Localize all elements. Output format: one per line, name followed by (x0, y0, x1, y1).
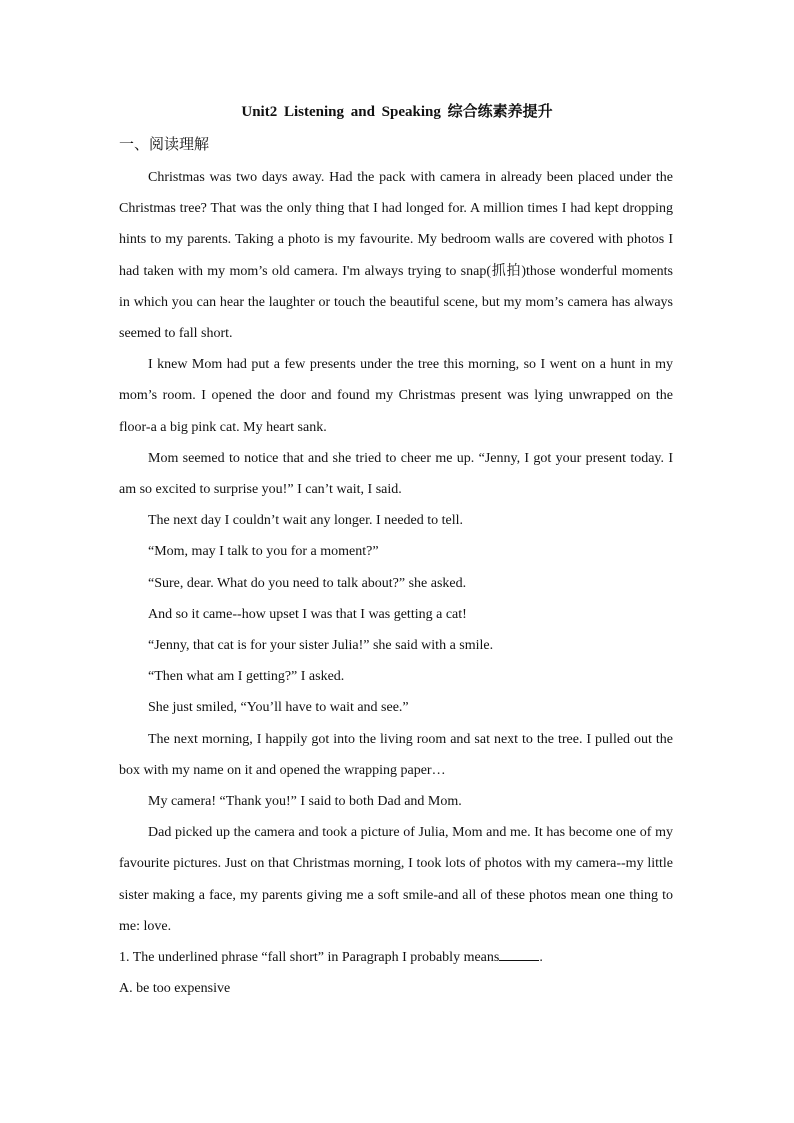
paragraph: “Mom, may I talk to you for a moment?” (148, 544, 379, 560)
paragraph: Christmas was two days away. Had the pack with camera in already been placed under the Christmas tree? That was the only thing that I had longed for. A million times I had kept dropping hints to my parents. Taking a photo is my favourite. My bedroom walls are covered with photos I had taken with my mom’s old camera. I'm always trying to snap(抓拍)those wonderful moments in which you can hear the laughter or touch the beautiful scene, but my mom’s camera has always seemed to fall short. (119, 170, 673, 342)
answer-blank (499, 947, 539, 961)
question-text: 1. The underlined phrase “fall short” in Paragraph I probably means (119, 950, 500, 966)
paragraph: “Jenny, that cat is for your sister Julia!” she said with a smile. (148, 638, 494, 654)
question-1 (119, 942, 673, 973)
paragraph: Dad picked up the camera and took a picture of Julia, Mom and me. It has become one of my favourite pictures. Just on that Christmas morning, I took lots of photos with my camera--my little sister making a face, my parents giving me a soft smile-and all of these photos mean one thing to me: love. (119, 825, 673, 934)
paragraph: Mom seemed to notice that and she tried to cheer me up. “Jenny, I got your present today. I am so excited to surprise you!” I can’t wait, I said. (119, 450, 673, 498)
paragraph: “Sure, dear. What do you need to talk about?” she asked. (148, 575, 467, 591)
reading-passage (119, 162, 673, 1004)
paragraph: “Then what am I getting?” I asked. (148, 669, 345, 685)
paragraph: And so it came--how upset I was that I was getting a cat! (148, 606, 467, 622)
paragraph: My camera! “Thank you!” I said to both Dad and Mom. (148, 794, 462, 810)
page-title: Unit2 Listening and Speaking 综合练素养提升 (241, 104, 553, 120)
paragraph: She just smiled, “You’ll have to wait and see.” (148, 700, 409, 716)
paragraph: I knew Mom had put a few presents under the tree this morning, so I went on a hunt in my mom’s room. I opened the door and found my Christmas present was lying unwrapped on the floor-a a big pink cat. My heart sank. (119, 357, 673, 435)
question-end: . (539, 950, 543, 966)
option-a: A. be too expensive (119, 981, 231, 997)
paragraph: The next morning, I happily got into the living room and sat next to the tree. I pulled out the box with my name on it and opened the wrapping paper… (119, 731, 673, 778)
section-heading: 一、阅读理解 (119, 137, 210, 153)
paragraph: The next day I couldn’t wait any longer. I needed to tell. (148, 513, 464, 529)
